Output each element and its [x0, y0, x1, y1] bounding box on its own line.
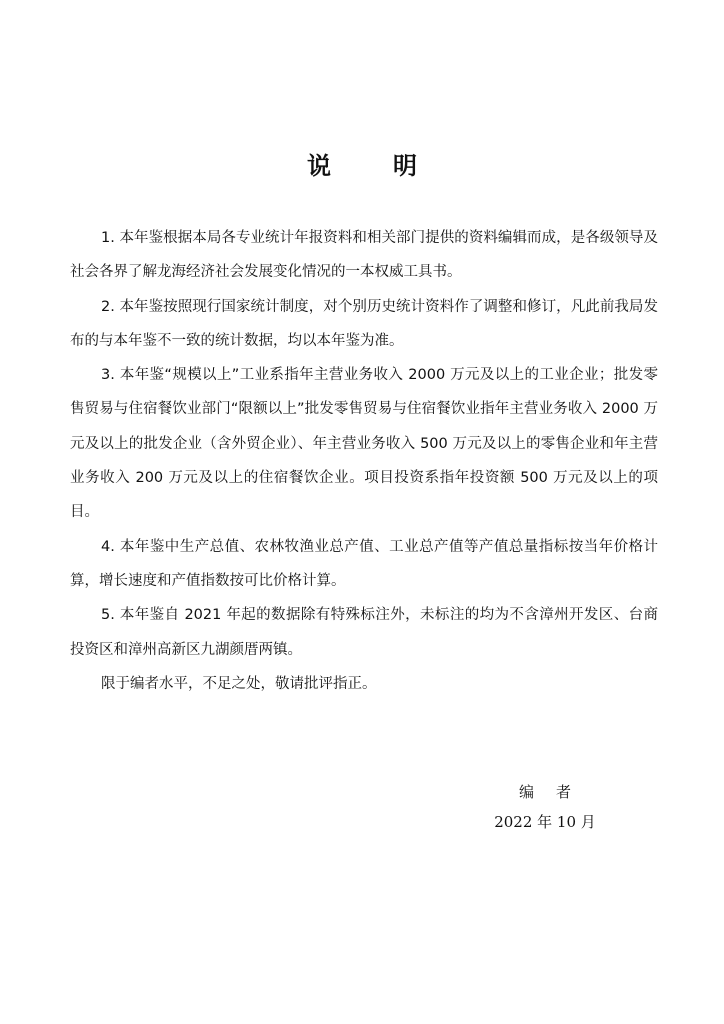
paragraph-3: 3. 本年鉴“规模以上”工业系指年主营业务收入 2000 万元及以上的工业企业；批发零售贸易与住宿餐饮业部门“限额以上”批发零售贸易与住宿餐饮业指年主营业务收入 2000 万元及以上的批发企业（含外贸企业）、年主营业务收入 500 万元及以上的零售企业和年主营业务收入 200 万元及以上的住宿餐饮企业。项目投资系指年投资额 500 万元及以上的项目。	[70, 367, 658, 521]
title-char-left: 说	[307, 151, 331, 180]
closing-paragraph: 限于编者水平，不足之处，敬请批评指正。	[101, 675, 377, 692]
paragraph-1: 1. 本年鉴根据本局各专业统计年报资料和相关部门提供的资料编辑而成，是各级领导及社会各界了解龙海经济社会发展变化情况的一本权威工具书。	[70, 230, 658, 281]
paragraph-5: 5. 本年鉴自 2021 年起的数据除有特殊标注外，未标注的均为不含漳州开发区、台商投资区和漳州高新区九湖颜厝两镇。	[70, 607, 658, 658]
signature-date: 2022 年 10 月	[494, 813, 596, 831]
signature-char-right: 者	[556, 783, 572, 801]
paragraph-4: 4. 本年鉴中生产总值、农林牧渔业总产值、工业总产值等产值总量指标按当年价格计算，增长速度和产值指数按可比价格计算。	[70, 538, 658, 589]
paragraph-2: 2. 本年鉴按照现行国家统计制度，对个别历史统计资料作了调整和修订，凡此前我局发布的与本年鉴不一致的统计数据，均以本年鉴为准。	[70, 298, 658, 349]
body-text	[70, 221, 658, 701]
signature-editor	[490, 781, 600, 802]
page-title	[0, 146, 724, 181]
title-char-right: 明	[393, 151, 417, 180]
signature-char-left: 编	[518, 783, 534, 801]
